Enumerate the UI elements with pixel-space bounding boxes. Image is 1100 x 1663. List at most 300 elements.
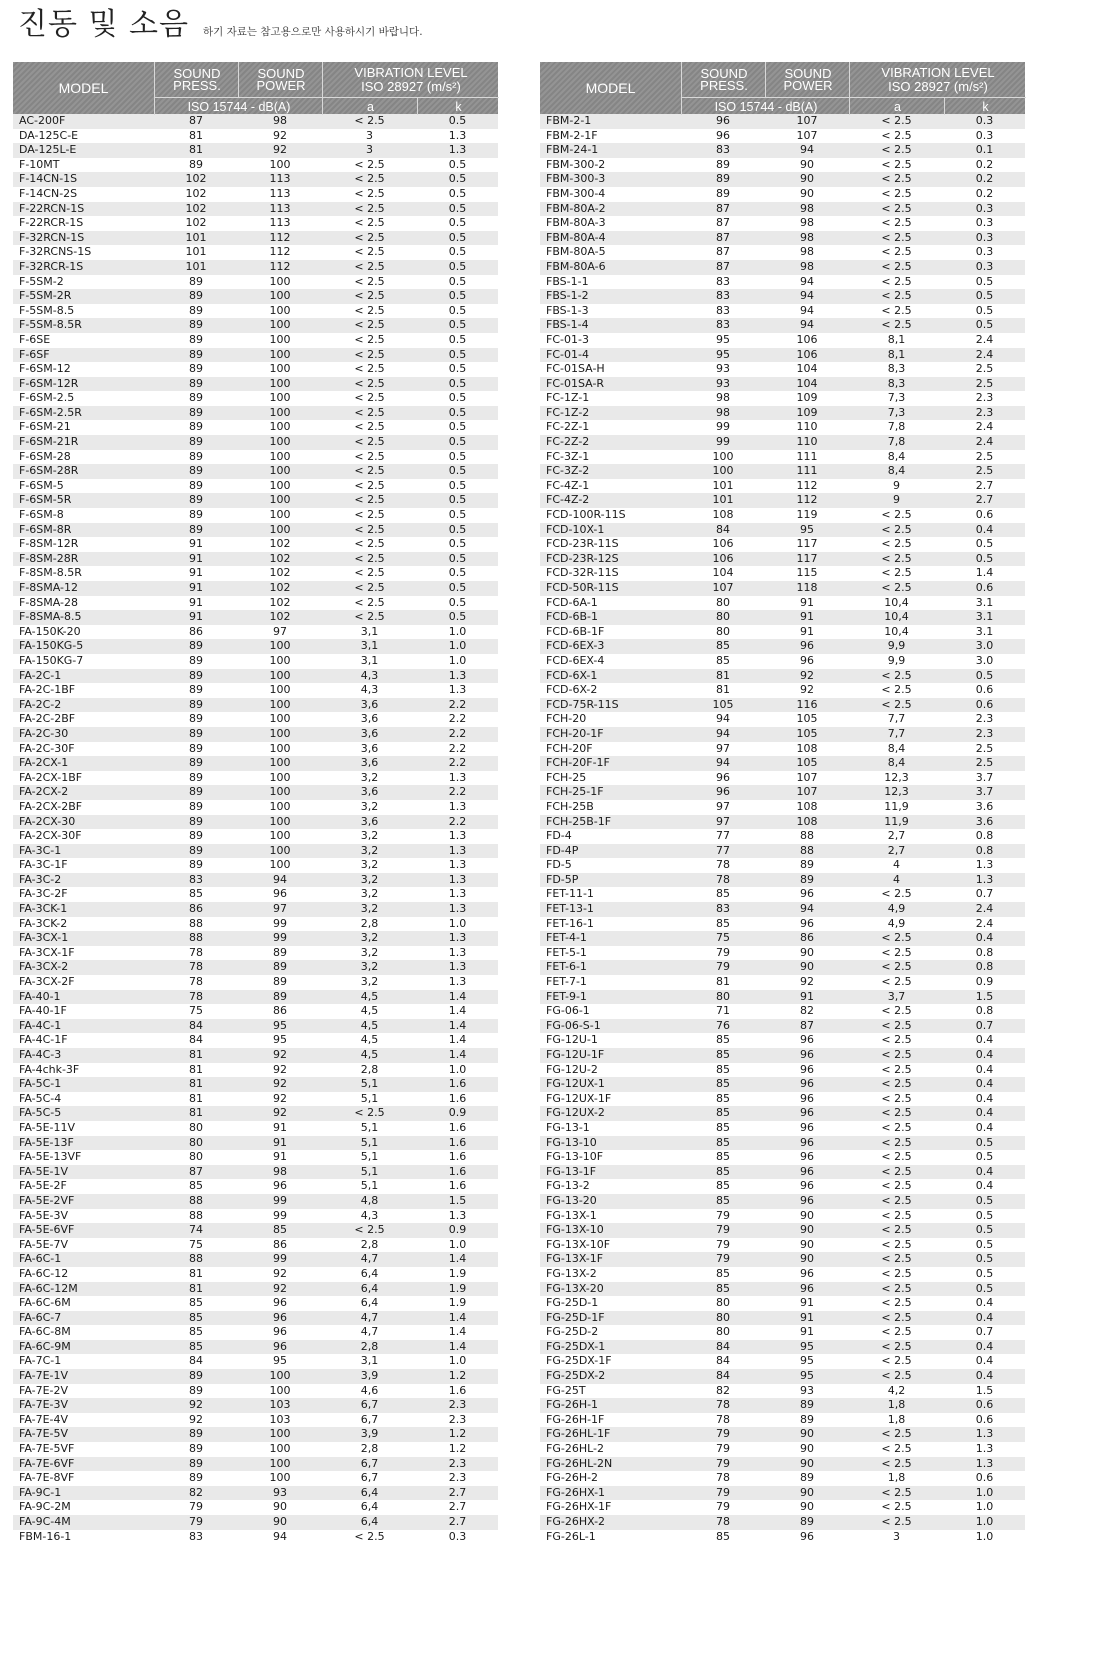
cell-sound-press: 96: [716, 770, 730, 784]
cell-sound-power: 91: [800, 1310, 814, 1324]
cell-vibration-a: 5,1: [360, 1120, 379, 1134]
cell-sound-press: 96: [716, 128, 730, 142]
cell-sound-press: 87: [716, 216, 730, 230]
table-row: [13, 800, 498, 815]
table-row: [540, 172, 1025, 187]
cell-vibration-a: < 2.5: [881, 216, 912, 230]
cell-vibration-k: 1.3: [448, 975, 467, 989]
cell-model: FA-150KG-5: [19, 639, 84, 653]
vibration-noise-table-right: [540, 62, 1025, 1544]
cell-sound-press: 83: [716, 902, 730, 916]
table-row: [540, 771, 1025, 786]
table-row: [540, 829, 1025, 844]
table-body: [13, 114, 498, 1544]
cell-sound-press: 89: [189, 785, 203, 799]
cell-vibration-k: 0.5: [448, 508, 467, 522]
cell-vibration-k: 1.6: [448, 1077, 467, 1091]
cell-model: F-6SM-21: [19, 420, 71, 434]
cell-vibration-k: 0.5: [975, 1281, 994, 1295]
cell-sound-press: 89: [189, 522, 203, 536]
cell-vibration-k: 1.3: [448, 872, 467, 886]
cell-sound-press: 85: [716, 1266, 730, 1280]
cell-model: FCH-25B-1F: [546, 814, 612, 828]
cell-sound-press: 87: [716, 201, 730, 215]
cell-vibration-k: 0.5: [975, 1252, 994, 1266]
cell-model: FET-9-1: [546, 989, 587, 1003]
cell-vibration-a: 7,3: [887, 391, 906, 405]
cell-vibration-k: 0.6: [975, 1412, 994, 1426]
cell-sound-power: 100: [269, 318, 291, 332]
cell-vibration-k: 0.8: [975, 945, 994, 959]
cell-vibration-k: 1.3: [448, 945, 467, 959]
table-row: [13, 1471, 498, 1486]
cell-vibration-k: 0.1: [975, 143, 994, 157]
cell-vibration-k: 1.0: [448, 1062, 467, 1076]
cell-vibration-a: 3,2: [360, 872, 379, 886]
header-vibration-line1: VIBRATION LEVEL: [354, 64, 468, 80]
cell-sound-press: 81: [189, 1266, 203, 1280]
cell-vibration-a: < 2.5: [354, 522, 385, 536]
cell-model: FCD-6EX-3: [546, 639, 605, 653]
table-row: [540, 1500, 1025, 1515]
table-row: [13, 377, 498, 392]
cell-sound-press: 97: [716, 741, 730, 755]
cell-sound-press: 89: [189, 420, 203, 434]
table-row: [13, 172, 498, 187]
table-row: [13, 975, 498, 990]
cell-sound-press: 85: [716, 1150, 730, 1164]
cell-vibration-k: 2.4: [975, 347, 994, 361]
cell-model: FA-2CX-30: [19, 814, 76, 828]
table-row: [540, 1457, 1025, 1472]
cell-sound-power: 105: [796, 726, 818, 740]
cell-sound-power: 99: [273, 1252, 287, 1266]
table-row: [540, 1515, 1025, 1530]
table-row: [13, 450, 498, 465]
cell-sound-press: 84: [189, 1033, 203, 1047]
cell-sound-press: 98: [716, 391, 730, 405]
cell-vibration-a: 3,2: [360, 843, 379, 857]
cell-model: FA-4C-1F: [19, 1033, 68, 1047]
cell-model: F-5SM-8.5: [19, 303, 75, 317]
cell-vibration-a: 4,3: [360, 1208, 379, 1222]
cell-sound-press: 80: [716, 595, 730, 609]
cell-sound-press: 80: [716, 624, 730, 638]
cell-model: FCD-23R-11S: [546, 537, 619, 551]
cell-sound-power: 96: [800, 1135, 814, 1149]
cell-model: FBM-24-1: [546, 143, 599, 157]
cell-vibration-a: < 2.5: [354, 610, 385, 624]
cell-sound-power: 82: [800, 1004, 814, 1018]
cell-model: FBM-300-4: [546, 186, 606, 200]
table-row: [540, 1427, 1025, 1442]
cell-vibration-a: 5,1: [360, 1150, 379, 1164]
cell-vibration-a: < 2.5: [881, 960, 912, 974]
cell-sound-press: 87: [716, 245, 730, 259]
table-row: [540, 318, 1025, 333]
cell-model: FBM-80A-5: [546, 245, 606, 259]
cell-sound-power: 96: [273, 1310, 287, 1324]
cell-model: F-6SM-28R: [19, 464, 79, 478]
cell-sound-press: 108: [712, 508, 734, 522]
cell-model: FC-2Z-1: [546, 420, 590, 434]
cell-vibration-k: 1.3: [448, 858, 467, 872]
cell-sound-press: 101: [185, 259, 207, 273]
header-model: MODEL: [58, 80, 109, 96]
cell-vibration-k: 2.7: [448, 1485, 467, 1499]
cell-sound-press: 85: [716, 1077, 730, 1091]
cell-sound-press: 85: [189, 1325, 203, 1339]
cell-sound-press: 105: [712, 697, 734, 711]
cell-sound-press: 75: [189, 1004, 203, 1018]
cell-vibration-k: 2.4: [975, 916, 994, 930]
cell-model: AC-200F: [19, 114, 66, 127]
cell-model: FG-26H-2: [546, 1471, 599, 1485]
cell-vibration-k: 1.0: [975, 1529, 994, 1543]
table-row: [13, 1427, 498, 1442]
cell-sound-power: 96: [800, 1048, 814, 1061]
cell-vibration-a: < 2.5: [881, 245, 912, 259]
cell-vibration-a: < 2.5: [881, 289, 912, 303]
cell-vibration-k: 0.6: [975, 697, 994, 711]
cell-vibration-a: 4,5: [360, 1048, 379, 1061]
cell-model: FG-13X-2: [546, 1266, 597, 1280]
cell-vibration-k: 1.0: [448, 639, 467, 653]
cell-sound-power: 117: [796, 551, 818, 565]
cell-vibration-k: 2.5: [975, 376, 994, 390]
table-row: [540, 464, 1025, 479]
cell-sound-press: 89: [716, 172, 730, 186]
cell-sound-press: 87: [189, 114, 203, 127]
cell-vibration-a: 6,7: [360, 1398, 379, 1412]
cell-vibration-k: 1.4: [448, 1004, 467, 1018]
table-row: [13, 771, 498, 786]
cell-vibration-k: 1.6: [448, 1164, 467, 1178]
cell-vibration-a: 3,2: [360, 945, 379, 959]
table-row: [540, 1282, 1025, 1297]
cell-sound-press: 78: [189, 975, 203, 989]
cell-vibration-a: 11,9: [884, 814, 909, 828]
cell-vibration-k: 0.5: [448, 493, 467, 507]
cell-model: FCD-6B-1F: [546, 624, 605, 638]
cell-vibration-a: 4,8: [360, 1193, 379, 1207]
cell-sound-press: 106: [712, 537, 734, 551]
cell-sound-power: 105: [796, 756, 818, 770]
cell-sound-press: 78: [716, 1515, 730, 1528]
cell-vibration-a: < 2.5: [881, 1354, 912, 1368]
cell-model: FA-2CX-30F: [19, 829, 82, 843]
cell-vibration-k: 0.5: [975, 1150, 994, 1164]
cell-model: FET-5-1: [546, 945, 587, 959]
cell-sound-press: 96: [716, 785, 730, 799]
cell-sound-press: 79: [716, 1442, 730, 1456]
cell-model: F-5SM-8.5R: [19, 318, 82, 332]
cell-vibration-a: 12,3: [884, 770, 909, 784]
cell-model: FA-4C-3: [19, 1048, 62, 1061]
cell-model: FA-2CX-1BF: [19, 770, 83, 784]
cell-vibration-a: 3,1: [360, 653, 379, 667]
cell-vibration-k: 0.2: [975, 186, 994, 200]
cell-vibration-k: 0.5: [448, 216, 467, 230]
table-row: [540, 844, 1025, 859]
cell-sound-power: 90: [800, 1485, 814, 1499]
table-row: [540, 1092, 1025, 1107]
cell-vibration-a: < 2.5: [881, 1485, 912, 1499]
cell-sound-press: 89: [189, 858, 203, 872]
cell-vibration-a: < 2.5: [881, 1296, 912, 1310]
cell-model: FA-5E-2VF: [19, 1193, 75, 1207]
cell-vibration-a: 2,8: [360, 1339, 379, 1353]
cell-sound-press: 84: [716, 1369, 730, 1383]
cell-sound-press: 89: [189, 770, 203, 784]
cell-sound-press: 89: [189, 332, 203, 346]
cell-model: F-6SM-8: [19, 508, 64, 522]
cell-sound-press: 84: [716, 522, 730, 536]
cell-vibration-k: 1.3: [448, 902, 467, 916]
cell-model: FA-3C-2F: [19, 887, 68, 901]
cell-vibration-k: 0.4: [975, 1033, 994, 1047]
cell-sound-press: 85: [716, 1164, 730, 1178]
cell-vibration-a: < 2.5: [881, 1456, 912, 1470]
cell-vibration-a: < 2.5: [881, 274, 912, 288]
cell-sound-press: 93: [716, 376, 730, 390]
cell-vibration-k: 1.5: [975, 989, 994, 1003]
cell-vibration-a: 3,1: [360, 639, 379, 653]
cell-vibration-a: 7,7: [887, 726, 906, 740]
cell-model: FA-150KG-7: [19, 653, 84, 667]
cell-sound-power: 92: [800, 975, 814, 989]
table-row: [540, 712, 1025, 727]
table-row: [13, 1457, 498, 1472]
cell-model: FD-5: [546, 858, 572, 872]
table-row: [540, 742, 1025, 757]
cell-sound-power: 89: [800, 872, 814, 886]
table-row: [540, 975, 1025, 990]
cell-vibration-k: 0.5: [448, 245, 467, 259]
cell-vibration-a: 6,4: [360, 1296, 379, 1310]
cell-sound-power: 96: [800, 1106, 814, 1120]
cell-vibration-k: 2.3: [448, 1456, 467, 1470]
cell-sound-press: 89: [189, 376, 203, 390]
cell-sound-press: 88: [189, 916, 203, 930]
cell-sound-press: 89: [189, 1383, 203, 1397]
cell-sound-press: 85: [189, 1179, 203, 1193]
table-row: [540, 289, 1025, 304]
cell-vibration-a: < 2.5: [881, 566, 912, 580]
table-row: [13, 1267, 498, 1282]
table-row: [540, 508, 1025, 523]
cell-sound-press: 89: [189, 668, 203, 682]
cell-vibration-k: 0.6: [975, 1471, 994, 1485]
cell-vibration-k: 1.2: [448, 1427, 467, 1441]
cell-sound-power: 107: [796, 128, 818, 142]
cell-sound-press: 89: [189, 712, 203, 726]
header-model: MODEL: [585, 80, 636, 96]
cell-model: F-22RCN-1S: [19, 201, 85, 215]
cell-sound-power: 109: [796, 405, 818, 419]
cell-vibration-a: 6,7: [360, 1456, 379, 1470]
cell-vibration-k: 0.5: [448, 435, 467, 449]
cell-sound-press: 83: [716, 303, 730, 317]
cell-sound-power: 100: [269, 478, 291, 492]
table-row: [540, 1063, 1025, 1078]
cell-model: FG-26HL-2: [546, 1442, 604, 1456]
cell-vibration-k: 0.6: [975, 683, 994, 697]
cell-vibration-k: 0.5: [448, 201, 467, 215]
cell-model: FG-12UX-2: [546, 1106, 605, 1120]
cell-sound-press: 100: [712, 449, 734, 463]
table-row: [13, 493, 498, 508]
cell-sound-press: 89: [189, 508, 203, 522]
cell-sound-power: 91: [273, 1120, 287, 1134]
cell-vibration-a: 10,4: [884, 624, 909, 638]
cell-sound-power: 99: [273, 1208, 287, 1222]
cell-sound-power: 113: [269, 216, 291, 230]
cell-model: FBS-1-2: [546, 289, 589, 303]
cell-vibration-k: 0.7: [975, 1325, 994, 1339]
table-row: [540, 1384, 1025, 1399]
cell-sound-press: 78: [716, 1412, 730, 1426]
header-col-a: a: [849, 97, 945, 115]
cell-vibration-k: 2.5: [975, 449, 994, 463]
cell-model: FCD-6X-2: [546, 683, 598, 697]
cell-sound-press: 94: [716, 756, 730, 770]
cell-vibration-a: 3,6: [360, 814, 379, 828]
cell-sound-power: 118: [796, 581, 818, 594]
cell-vibration-a: < 2.5: [881, 318, 912, 332]
cell-sound-press: 88: [189, 1193, 203, 1207]
cell-model: FA-7E-4V: [19, 1412, 69, 1426]
cell-sound-press: 86: [189, 902, 203, 916]
table-row: [13, 698, 498, 713]
cell-vibration-a: < 2.5: [354, 1529, 385, 1543]
header-vibration-level: [322, 62, 499, 97]
cell-sound-press: 89: [189, 829, 203, 843]
table-row: [13, 275, 498, 290]
table-row: [13, 143, 498, 158]
header-sound-power-line2: POWER: [256, 77, 306, 93]
cell-sound-power: 96: [800, 1062, 814, 1076]
cell-vibration-a: < 2.5: [354, 362, 385, 376]
cell-sound-press: 89: [189, 274, 203, 288]
cell-model: FG-26HX-2: [546, 1515, 606, 1528]
cell-vibration-a: 3,2: [360, 858, 379, 872]
header-col-k: k: [417, 97, 499, 115]
cell-sound-power: 100: [269, 843, 291, 857]
cell-model: F-8SM-12R: [19, 537, 79, 551]
page-heading: [18, 6, 423, 44]
cell-sound-press: 85: [716, 1048, 730, 1061]
cell-vibration-a: 3,2: [360, 902, 379, 916]
cell-vibration-k: 1.4: [448, 1048, 467, 1061]
vibration-noise-table-left: [13, 62, 498, 1544]
table-row: [540, 348, 1025, 363]
cell-vibration-k: 2.3: [975, 391, 994, 405]
cell-model: FA-3CX-2: [19, 960, 69, 974]
cell-model: F-6SM-2.5: [19, 391, 75, 405]
cell-model: FA-4chk-3F: [19, 1062, 80, 1076]
cell-model: F-6SM-8R: [19, 522, 72, 536]
cell-vibration-a: 3,2: [360, 931, 379, 945]
cell-vibration-k: 0.8: [975, 1004, 994, 1018]
cell-sound-power: 96: [273, 1325, 287, 1339]
cell-vibration-k: 1.9: [448, 1266, 467, 1280]
cell-vibration-k: 0.5: [448, 595, 467, 609]
cell-model: FBM-2-1: [546, 114, 592, 127]
cell-vibration-a: < 2.5: [354, 245, 385, 259]
table-row: [540, 450, 1025, 465]
cell-sound-press: 101: [185, 245, 207, 259]
cell-sound-power: 100: [269, 449, 291, 463]
cell-model: F-8SMA-12: [19, 581, 79, 594]
table-row: [540, 216, 1025, 231]
cell-model: FC-2Z-2: [546, 435, 590, 449]
cell-sound-press: 85: [716, 639, 730, 653]
table-row: [540, 523, 1025, 538]
cell-sound-power: 113: [269, 186, 291, 200]
cell-vibration-k: 0.9: [448, 1106, 467, 1120]
table-row: [540, 1267, 1025, 1282]
cell-sound-power: 100: [269, 435, 291, 449]
cell-sound-power: 92: [273, 1091, 287, 1105]
cell-sound-power: 98: [800, 216, 814, 230]
cell-sound-power: 90: [800, 186, 814, 200]
table-row: [540, 1311, 1025, 1326]
cell-vibration-k: 0.5: [448, 537, 467, 551]
cell-vibration-a: 8,1: [887, 332, 906, 346]
cell-vibration-a: 2,8: [360, 1237, 379, 1251]
cell-vibration-k: 1.2: [448, 1442, 467, 1456]
cell-model: FA-2C-1: [19, 668, 62, 682]
table-row: [13, 464, 498, 479]
cell-sound-power: 100: [269, 814, 291, 828]
table-row: [540, 785, 1025, 800]
table-row: [540, 377, 1025, 392]
cell-vibration-a: < 2.5: [881, 1120, 912, 1134]
cell-vibration-a: < 2.5: [354, 420, 385, 434]
cell-vibration-k: 0.4: [975, 1106, 994, 1120]
table-row: [13, 902, 498, 917]
cell-vibration-a: 4,5: [360, 1004, 379, 1018]
cell-sound-power: 91: [800, 989, 814, 1003]
table-row: [13, 1077, 498, 1092]
cell-vibration-k: 3.7: [975, 770, 994, 784]
cell-sound-power: 86: [273, 1237, 287, 1251]
cell-model: FCH-20F: [546, 741, 593, 755]
cell-sound-press: 89: [189, 741, 203, 755]
table-row: [13, 406, 498, 421]
table-row: [540, 245, 1025, 260]
cell-sound-power: 90: [273, 1515, 287, 1528]
cell-sound-press: 107: [712, 581, 734, 594]
cell-vibration-k: 0.5: [448, 186, 467, 200]
cell-sound-press: 94: [716, 712, 730, 726]
cell-sound-press: 100: [712, 464, 734, 478]
cell-sound-power: 94: [800, 289, 814, 303]
table-row: [540, 931, 1025, 946]
cell-sound-press: 84: [189, 1018, 203, 1032]
cell-sound-press: 80: [189, 1150, 203, 1164]
cell-sound-power: 86: [273, 1004, 287, 1018]
cell-model: F-5SM-2R: [19, 289, 72, 303]
cell-sound-power: 90: [800, 1223, 814, 1237]
table-row: [540, 362, 1025, 377]
cell-model: FCD-10X-1: [546, 522, 605, 536]
cell-sound-press: 75: [716, 931, 730, 945]
cell-model: FA-7E-3V: [19, 1398, 69, 1412]
cell-sound-press: 106: [712, 551, 734, 565]
cell-vibration-a: < 2.5: [881, 259, 912, 273]
